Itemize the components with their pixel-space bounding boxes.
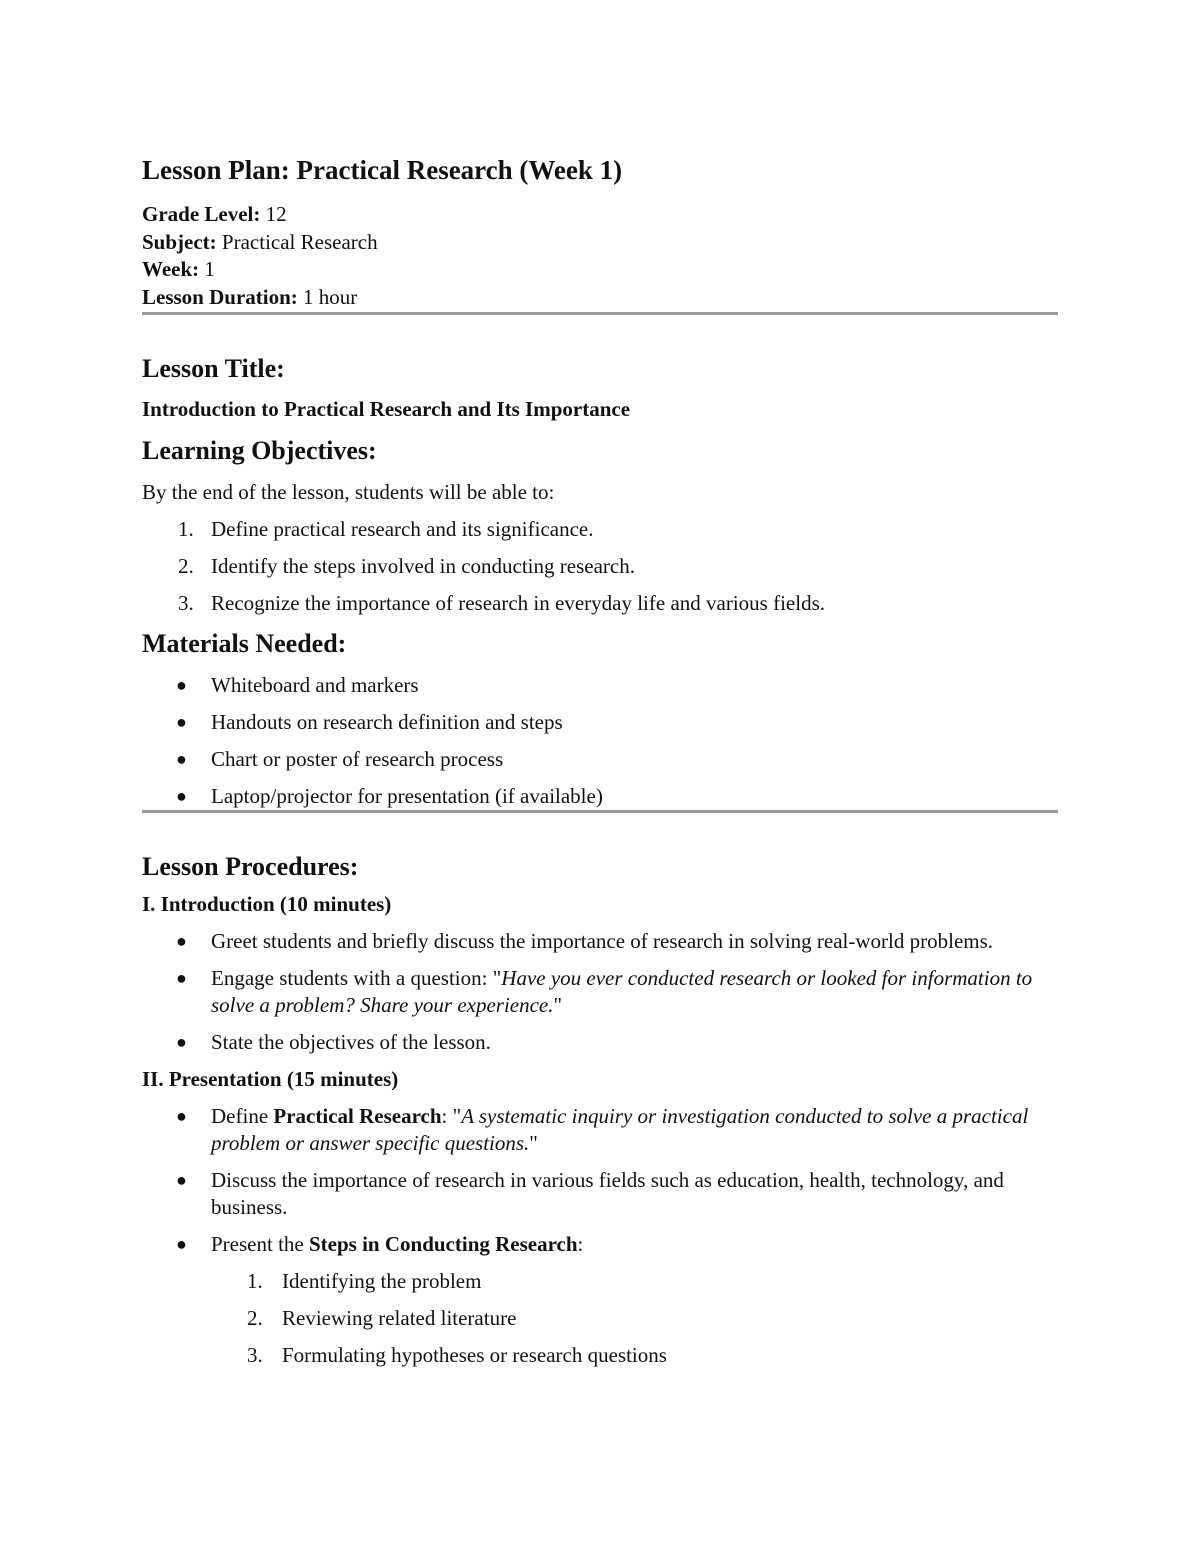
list-item-text: Laptop/projector for presentation (if available): [211, 784, 603, 808]
objectives-list: [142, 516, 1058, 617]
presentation-subheading: II. Presentation (15 minutes): [142, 1067, 399, 1091]
list-item-text: Discuss the importance of research in various fields such as education, health, technology, and business.: [211, 1168, 1004, 1219]
list-item: [142, 553, 1058, 580]
quote-close: ": [553, 993, 563, 1017]
list-item-text: Reviewing related literature: [282, 1306, 517, 1330]
list-item: [142, 1029, 1058, 1056]
list-item: [142, 928, 1058, 955]
learning-objectives-heading: Learning Objectives:: [142, 436, 377, 465]
materials-needed-heading: Materials Needed:: [142, 629, 347, 658]
list-item: [142, 1167, 1058, 1221]
lesson-title-heading: Lesson Title:: [142, 354, 285, 383]
list-number: 3.: [247, 1343, 263, 1367]
meta-subject: [142, 229, 1058, 257]
list-item: [142, 783, 1058, 810]
list-item: [142, 590, 1058, 617]
presentation-list: [142, 1103, 1058, 1258]
list-item: [142, 1103, 1058, 1157]
bullet-icon: ●: [176, 675, 187, 695]
document-body: [142, 153, 1058, 1379]
bullet-icon: ●: [176, 931, 187, 951]
list-number: 2.: [247, 1306, 263, 1330]
list-item-text: Handouts on research definition and steps: [211, 710, 563, 734]
bullet-icon: ●: [176, 968, 187, 988]
list-item: [142, 1268, 1058, 1295]
horizontal-divider: [142, 312, 1058, 315]
meta-value: Practical Research: [216, 229, 378, 254]
horizontal-divider: [142, 810, 1058, 813]
list-item: [142, 1342, 1058, 1369]
meta-label: Lesson Duration:: [142, 284, 298, 309]
list-number: 1.: [247, 1269, 263, 1293]
materials-list: [142, 672, 1058, 810]
lesson-title-text: Introduction to Practical Research and Its Importance: [142, 397, 631, 421]
list-item-text: :: [577, 1232, 584, 1256]
meta-value: 12: [260, 202, 287, 226]
list-item-text: Identify the steps involved in conducting research.: [211, 554, 635, 578]
bullet-icon: ●: [176, 1234, 187, 1254]
introduction-list: [142, 928, 1058, 1056]
bold-term: Steps in Conducting Research: [308, 1232, 578, 1256]
meta-label: Week:: [142, 257, 200, 281]
list-item: [142, 709, 1058, 736]
quote-close: ": [529, 1131, 538, 1155]
bullet-icon: ●: [176, 1106, 187, 1126]
list-item-text: Greet students and briefly discuss the importance of research in solving real-world problems.: [211, 929, 994, 953]
list-item-text: Identifying the problem: [282, 1269, 482, 1293]
list-item-text: Define: [211, 1104, 274, 1128]
bullet-icon: ●: [176, 1170, 187, 1190]
quoted-question: Have you ever conducted research or looked for information to solve a problem? Share your experience.: [211, 966, 1033, 1017]
list-item: [142, 746, 1058, 773]
bullet-icon: ●: [176, 749, 187, 769]
list-item-text: : ": [441, 1104, 462, 1128]
lesson-meta: [142, 201, 1058, 311]
bold-term: Practical Research: [273, 1104, 442, 1128]
quoted-definition: A systematic inquiry or investigation conducted to solve a practical problem or answer specific questions.: [211, 1104, 1029, 1155]
meta-lesson-duration: [142, 284, 1058, 312]
lesson-procedures-heading: Lesson Procedures:: [142, 852, 359, 881]
list-item-text: Recognize the importance of research in everyday life and various fields.: [211, 591, 825, 615]
meta-grade-level: [142, 201, 1058, 229]
list-item: [142, 516, 1058, 543]
bullet-icon: ●: [176, 712, 187, 732]
meta-week: [142, 256, 1058, 284]
list-item-text: Chart or poster of research process: [211, 747, 504, 771]
research-steps-list: [142, 1268, 1058, 1369]
meta-value: 1 hour: [297, 284, 358, 309]
introduction-subheading: I. Introduction (10 minutes): [142, 892, 392, 916]
list-item-text: State the objectives of the lesson.: [211, 1030, 491, 1054]
list-number: 1.: [178, 517, 194, 541]
list-item-text: Whiteboard and markers: [211, 673, 419, 697]
page-title: Lesson Plan: Practical Research (Week 1): [142, 155, 623, 185]
list-item-text: Engage students with a question: ": [211, 966, 502, 990]
meta-label: Grade Level:: [142, 202, 261, 226]
list-number: 3.: [178, 591, 194, 615]
list-item: [142, 672, 1058, 699]
list-item: [142, 1305, 1058, 1332]
list-item-text: Formulating hypotheses or research questions: [282, 1343, 667, 1367]
list-number: 2.: [178, 554, 194, 578]
list-item: [142, 965, 1058, 1019]
objectives-intro: By the end of the lesson, students will be able to:: [142, 480, 555, 504]
list-item: [142, 1231, 1058, 1258]
meta-label: Subject:: [142, 229, 217, 254]
list-item-text: Present the: [211, 1232, 309, 1256]
bullet-icon: ●: [176, 786, 187, 806]
meta-value: 1: [199, 257, 215, 281]
list-item-text: Define practical research and its significance.: [211, 517, 594, 541]
bullet-icon: ●: [176, 1032, 187, 1052]
